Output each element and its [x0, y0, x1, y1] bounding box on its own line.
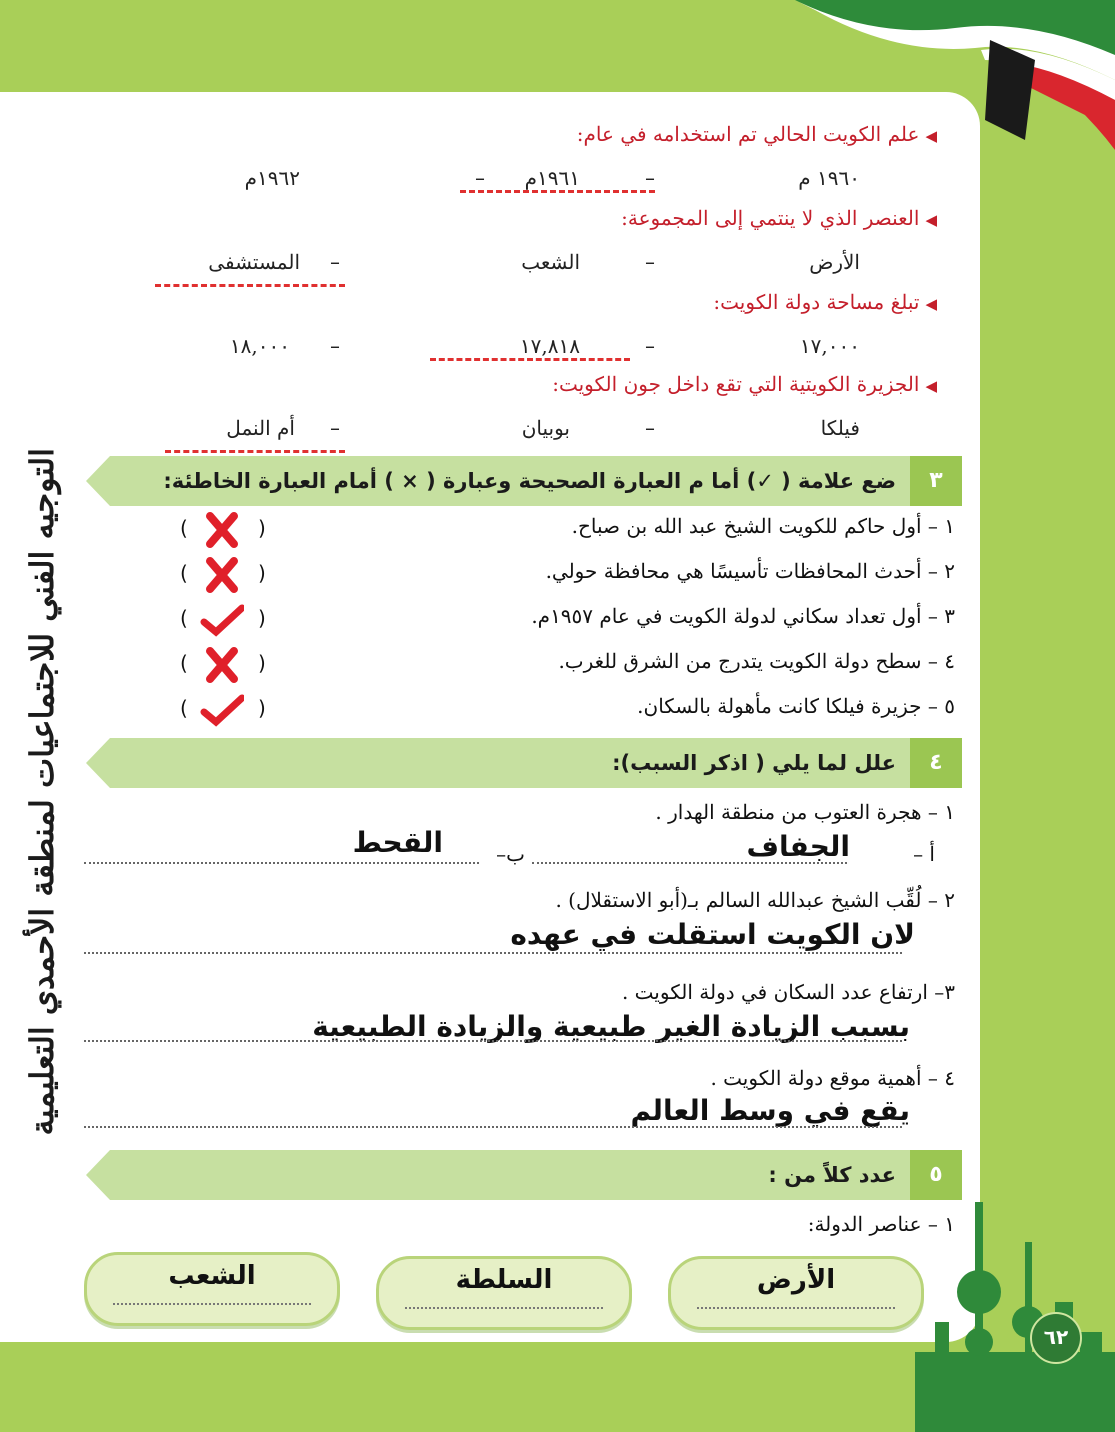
reason-answer-2[interactable]: لان الكويت استقلت في عهده: [510, 918, 915, 951]
reason-question-3: ٣– ارتفاع عدد السكان في دولة الكويت .: [621, 980, 955, 1004]
mcq-option-selected[interactable]: ١٩٦١م: [524, 166, 580, 190]
answer-pill-authority[interactable]: السلطة: [376, 1256, 632, 1330]
section-title: علل لما يلي ( اذكر السبب):: [612, 751, 896, 775]
reason-answer-a[interactable]: الجفاف: [746, 830, 850, 863]
reason-answer-4[interactable]: يقع في وسط العالم: [630, 1094, 910, 1127]
mcq-option[interactable]: فيلكا: [820, 416, 860, 440]
mcq-option[interactable]: ١٩٦٠ م: [798, 166, 860, 190]
paren-open: (: [258, 696, 266, 720]
side-title: التوجيه الفني للاجتماعيات لمنطقة الأحمدي التعليمية: [23, 448, 61, 1136]
page-number: ٦٢: [1030, 1312, 1082, 1364]
mcq-option[interactable]: الأرض: [809, 250, 860, 274]
answer-underline: [165, 450, 345, 453]
true-false-statement: ١ – أول حاكم للكويت الشيخ عبد الله بن صباح.: [571, 514, 955, 538]
answer-line: [532, 862, 847, 864]
section-4-header: [86, 738, 962, 788]
answer-underline: [155, 284, 345, 287]
mcq-option-selected[interactable]: ١٧,٨١٨: [519, 334, 580, 358]
section-number: ٤: [910, 738, 962, 788]
answer-pill-land[interactable]: الأرض: [668, 1256, 924, 1330]
cross-mark-icon[interactable]: [200, 557, 244, 593]
check-mark-icon[interactable]: [200, 602, 244, 638]
section-number: ٣: [910, 456, 962, 506]
cross-mark-icon[interactable]: [200, 647, 244, 683]
true-false-statement: ٣ – أول تعداد سكاني لدولة الكويت في عام ١٩٥٧م.: [531, 604, 955, 628]
triangle-bullet-icon: ◀: [925, 211, 937, 229]
answer-underline: [460, 190, 655, 193]
mcq-option[interactable]: بوبيان: [521, 416, 570, 440]
section-title: ضع علامة ( ✓) أما م العبارة الصحيحة وعبارة ( × ) أمام العبارة الخاطئة:: [163, 469, 896, 493]
triangle-bullet-icon: ◀: [925, 377, 937, 395]
mcq-option[interactable]: ١٨,٠٠٠: [229, 334, 290, 358]
paren-open: (: [258, 561, 266, 585]
reason-answer-b[interactable]: القحط: [352, 826, 443, 859]
mcq-option-selected[interactable]: أم النمل: [226, 416, 295, 440]
answer-pill-people[interactable]: الشعب: [84, 1252, 340, 1326]
paren-close: ): [180, 606, 188, 630]
paren-open: (: [258, 606, 266, 630]
true-false-statement: ٤ – سطح دولة الكويت يتدرج من الشرق للغرب.: [558, 649, 955, 673]
true-false-statement: ٥ – جزيرة فيلكا كانت مأهولة بالسكان.: [637, 694, 955, 718]
section-3-header: [86, 456, 962, 506]
reason-question-2: ٢ – لُقِّب الشيخ عبدالله السالم بـ(أبو الاستقلال) .: [555, 888, 955, 912]
paren-close: ): [180, 696, 188, 720]
mcq-option-selected[interactable]: المستشفى: [208, 250, 300, 274]
section-5-header: [86, 1150, 962, 1200]
mcq-question-3: ◀تبلغ مساحة دولة الكويت:: [713, 290, 937, 314]
true-false-statement: ٢ – أحدث المحافظات تأسيسًا هي محافظة حولي.: [545, 559, 955, 583]
mcq-option[interactable]: ١٩٦٢م: [244, 166, 300, 190]
cross-mark-icon[interactable]: [200, 512, 244, 548]
paren-open: (: [258, 651, 266, 675]
check-mark-icon[interactable]: [200, 692, 244, 728]
reason-answer-3[interactable]: بسبب الزيادة الغير طبيعية والزيادة الطبيعية: [312, 1010, 910, 1043]
mcq-options-3: ١٧,٠٠٠ – ١٧,٨١٨ – ١٨,٠٠٠: [229, 334, 860, 358]
answer-line: [84, 952, 902, 954]
answer-line: [84, 1126, 902, 1128]
triangle-bullet-icon: ◀: [925, 127, 937, 145]
reason-label-b: ب–: [496, 842, 525, 866]
reason-question-4: ٤ – أهمية موقع دولة الكويت .: [710, 1066, 955, 1090]
section-title: عدد كلاً من :: [768, 1163, 896, 1187]
reason-label-a: أ –: [913, 842, 935, 866]
mcq-question-4: ◀الجزيرة الكويتية التي تقع داخل جون الكويت:: [552, 372, 937, 396]
section-number: ٥: [910, 1150, 962, 1200]
mcq-option[interactable]: ١٧,٠٠٠: [799, 334, 860, 358]
mcq-option[interactable]: الشعب: [521, 250, 580, 274]
count-question-1: ١ – عناصر الدولة:: [807, 1212, 955, 1236]
paren-close: ): [180, 561, 188, 585]
paren-open: (: [258, 516, 266, 540]
paren-close: ): [180, 651, 188, 675]
mcq-question-2: ◀العنصر الذي لا ينتمي إلى المجموعة:: [621, 206, 937, 230]
mcq-options-1: ١٩٦٠ م – ١٩٦١م – ١٩٦٢م: [244, 166, 860, 190]
triangle-bullet-icon: ◀: [925, 295, 937, 313]
mcq-options-2: الأرض – الشعب – المستشفى: [208, 250, 860, 274]
paren-close: ): [180, 516, 188, 540]
reason-question-1: ١ – هجرة العتوب من منطقة الهدار .: [655, 800, 955, 824]
answer-line: [84, 862, 479, 864]
mcq-question-1: ◀علم الكويت الحالي تم استخدامه في عام:: [576, 122, 937, 146]
mcq-options-4: فيلكا – بوبيان – أم النمل: [226, 416, 860, 440]
answer-line: [84, 1040, 902, 1042]
answer-underline: [430, 358, 630, 361]
